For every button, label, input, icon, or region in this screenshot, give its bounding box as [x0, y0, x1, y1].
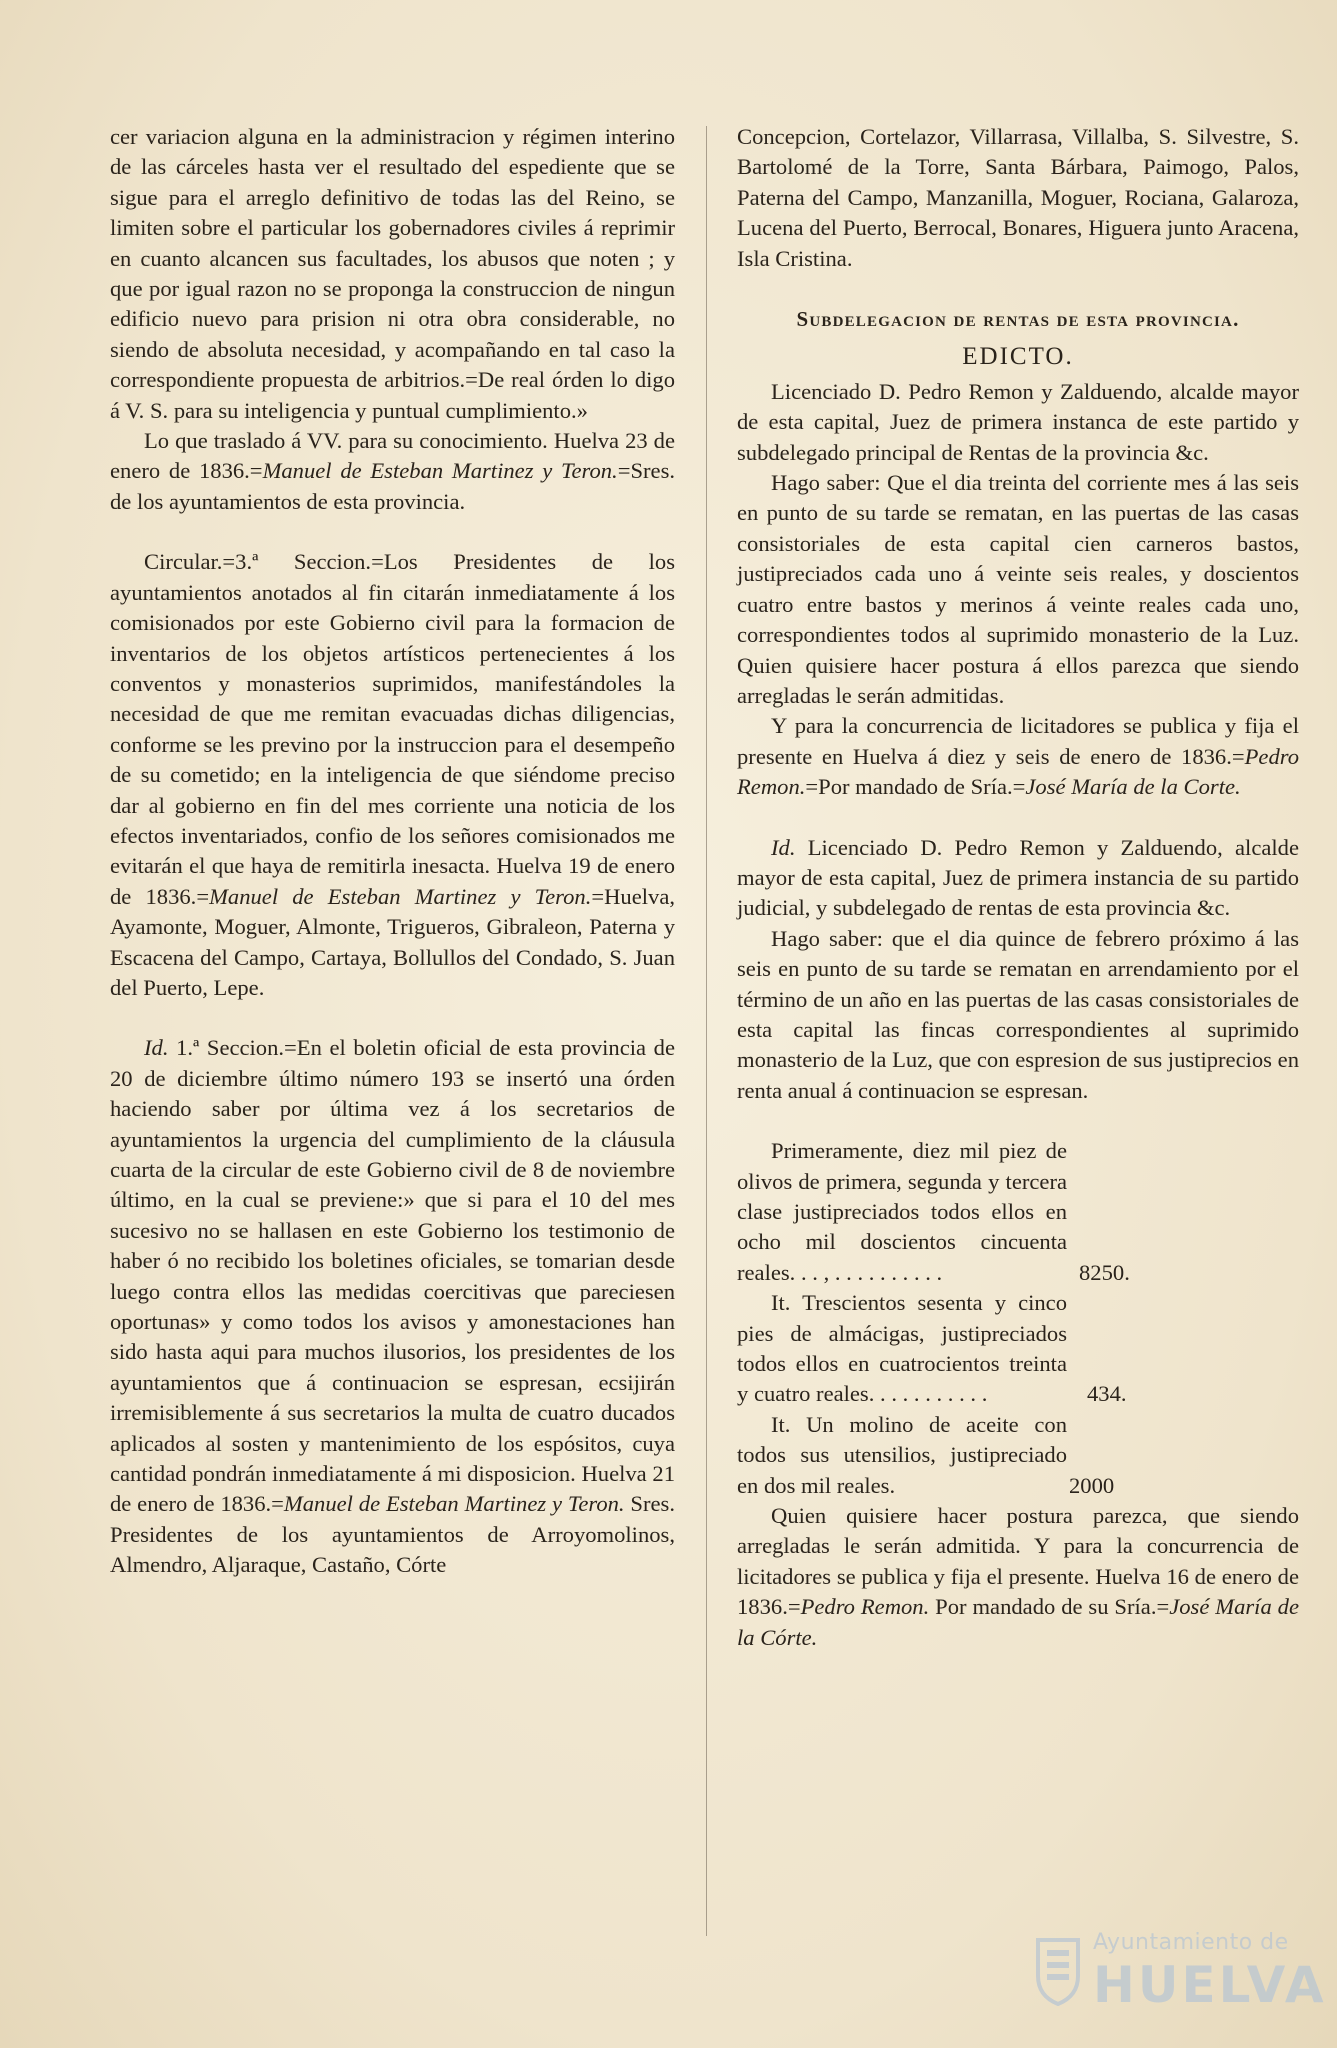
edict-2-closing-mid: Por mandado de su Sría.= [929, 1594, 1170, 1620]
spacer [110, 517, 675, 547]
column-divider [706, 126, 707, 1936]
left-p2-signature: Manuel de Esteban Martinez y Teron. [262, 458, 618, 484]
property-item-2-amount: 434. [1087, 1381, 1127, 1407]
spacer [110, 1003, 675, 1033]
property-item-2 [737, 1288, 1127, 1410]
spacer [737, 1106, 1299, 1136]
property-item-3-amount: 2000 [1069, 1472, 1115, 1498]
spacer [737, 274, 1299, 304]
left-p4-signature: Manuel de Esteban Martinez y Teron. [283, 1491, 625, 1517]
left-p3-text: Circular.=3.ª Seccion.=Los Presidentes de los ayuntamientos anotados al fin citarán inmediatamente á los comisionados por este Gobierno civil para la formacion de inventarios de los objetos artísticos pertenecientes á los conventos y monasterios suprimidos, manifestándoles la necesidad de que me remitan evacuadas dichas diligencias, conforme se les previno por la instruccion para el desempeño de su cometido; en la inteligencia de que siéndome preciso dar al gobierno en fin del mes corriente una noticia de los efectos inventariados, confio de los señores comisionados me evitarán el que haya de remitirla inesacta. Huelva 19 de enero de 1836.= [110, 549, 675, 909]
left-paragraph-1: cer variacion alguna en la administracion y régimen interino de las cárceles hasta ver el resultado del espediente que se sigue para el arreglo definitivo de todas las del Reino, se limiten sobre el particular los gobernadores civiles á reprimir en cuanto alcancen sus facultades, los abusos que noten ; y que por igual razon no se proponga la construccion de ningun edificio nuevo para prision ni otra obra considerable, no siendo de absoluta necesidad, y acompañando en tal caso la correspondiente propuesta de arbitrios.=De real órden lo digo á V. S. para su inteligencia y puntual cumplimiento.» [110, 124, 675, 423]
left-p4-tail: Sres. Presidentes de los ayuntamientos de Arroyomolinos, Almendro, Aljaraque, Castaño, Córte [110, 1491, 675, 1578]
watermark-line-2: HUELVA [1093, 1956, 1327, 2014]
edicto-title: EDICTO. [962, 343, 1074, 371]
edict-1-closing-text: Y para la concurrencia de licitadores se publica y fija el presente en Huelva á diez y seis de enero de 1836.= [737, 713, 1299, 769]
property-item-3 [737, 1410, 1115, 1501]
left-p3-signature: Manuel de Esteban Martinez y Teron. [209, 883, 592, 909]
edict-1-preamble: Licenciado D. Pedro Remon y Zalduendo, alcalde mayor de esta capital, Juez de primera instanca de este partido y subdelegado principal de Rentas de la provincia &c. [737, 378, 1299, 465]
section-heading: Subdelegacion de rentas de esta provincia. [796, 307, 1240, 332]
left-p3-tail: =Huelva, Ayamonte, Moguer, Almonte, Trigueros, Gibraleon, Paterna y Escacena del Campo, Cartaya, Bollullos del Condado, S. Juan del Puerto, Lepe. [110, 883, 675, 1000]
left-p2-tail: =Sres. de los ayuntamientos de esta provincia. [110, 458, 676, 514]
city-shield-icon [1035, 1936, 1081, 2006]
edict-2-signature-2: José María de la Córte. [737, 1594, 1299, 1650]
property-item-1 [737, 1136, 1130, 1288]
edict-2-signature-1: Pedro Remon. [800, 1594, 930, 1620]
edict-1-signature-1: Pedro Remon. [737, 743, 1299, 800]
property-list [737, 1136, 1299, 1501]
edict-2-closing [737, 1501, 1299, 1653]
property-item-2-text: It. Trescientos sesenta y cinco pies de almácigas, justipreciados todos ellos en cuatrocientos treinta y cuatro reales. . . . . . . . . . . [737, 1290, 1067, 1407]
right-paragraph-1: Concepcion, Cortelazor, Villarrasa, Villalba, S. Silvestre, S. Bartolomé de la Torre, Santa Bárbara, Paimogo, Palos, Paterna del Campo, Manzanilla, Moguer, Rociana, Galaroza, Lucena del Puerto, Berrocal, Bonares, Higuera junto Aracena, Isla Cristina. [737, 124, 1299, 271]
left-paragraph-2 [110, 426, 675, 517]
watermark-line-1: Ayuntamiento de [1093, 1930, 1289, 1955]
property-item-3-text: It. Un molino de aceite con todos sus utensilios, justipreciado en dos mil reales. [737, 1411, 1067, 1498]
left-column [110, 122, 675, 1581]
edict-2-preamble-text: Licenciado D. Pedro Remon y Zalduendo, alcalde mayor de esta capital, Juez de primera instancia de su partido judicial, y subdelegado de rentas de esta provincia &c. [737, 834, 1299, 921]
left-p4-id: Id. [144, 1035, 169, 1061]
left-paragraph-3 [110, 547, 675, 1003]
edict-2-closing-text: Quien quisiere hacer postura parezca, que siendo arregladas le serán admitida. Y para la concurrencia de licitadores se publica y fija el presente. Huelva 16 de enero de 1836.= [737, 1503, 1299, 1620]
edict-1-body: Hago saber: Que el dia treinta del corriente mes á las seis en punto de su tarde se rematan, en las puertas de las casas consistoriales de esta capital cien carneros bastos, justipreciados cada uno á veinte seis reales, y doscientos cuatro entre bastos y merinos á veinte reales cada uno, correspondientes todos al suprimido monasterio de la Luz. Quien quisiere hacer postura á ellos parezca que siendo arregladas le serán admitidas. [737, 470, 1299, 708]
edict-2-body: Hago saber: que el dia quince de febrero próximo á las seis en punto de su tarde se rematan en arrendamiento por el término de un año en las puertas de las casas consistoriales de esta capital las fincas correspondientes al suprimido monasterio de la Luz, que con espresion de sus justiprecios en renta anual á continuacion se espresan. [737, 925, 1299, 1103]
edict-2-id: Id. [771, 834, 796, 860]
edict-2-preamble [737, 833, 1299, 924]
right-column [737, 122, 1299, 1653]
property-item-1-text: Primeramente, diez mil piez de olivos de primera, segunda y tercera clase justipreciados todos ellos en ocho mil doscientos cincuenta reales. . . , . . . . . . . . . . [737, 1138, 1067, 1285]
edict-1-closing-mid: =Por mandado de Sría.= [805, 774, 1026, 800]
spacer [737, 803, 1299, 833]
left-p4-text: 1.ª Seccion.=En el boletin oficial de esta provincia de 20 de diciembre último número 193 se insertó una órden haciendo saber por última vez á los secretarios de ayuntamientos la urgencia del cumplimiento de la cláusula cuarta de la circular de este Gobierno civil de 8 de noviembre último, en la cual se previene:» que si para el 10 del mes sucesivo no se hallasen en este Gobierno los testimonio de haber ó no recibido los boletines oficiales, se tomarian desde luego contra ellos las medidas coercitivas que pareciesen oportunas» y como todos los avisos y amonestaciones han sido hasta aqui para muchos ilusorios, los presidentes de los ayuntamientos que á continuacion se espresan, ecsijirán irremisiblemente á sus secretarios la multa de cuatro ducados aplicados al sosten y mantenimiento de los espósitos, cuya cantidad pondrán inmediatamente á mi disposicion. Huelva 21 de enero de 1836.= [110, 1035, 675, 1517]
edict-1-signature-2: José María de la Corte. [1025, 774, 1241, 800]
archive-watermark [1035, 1920, 1327, 2030]
left-paragraph-4 [110, 1033, 675, 1580]
property-item-1-amount: 8250. [1079, 1259, 1130, 1285]
edict-1-closing [737, 711, 1299, 802]
left-p2-text: Lo que traslado á VV. para su conocimiento. Huelva 23 de enero de 1836.= [110, 428, 675, 484]
